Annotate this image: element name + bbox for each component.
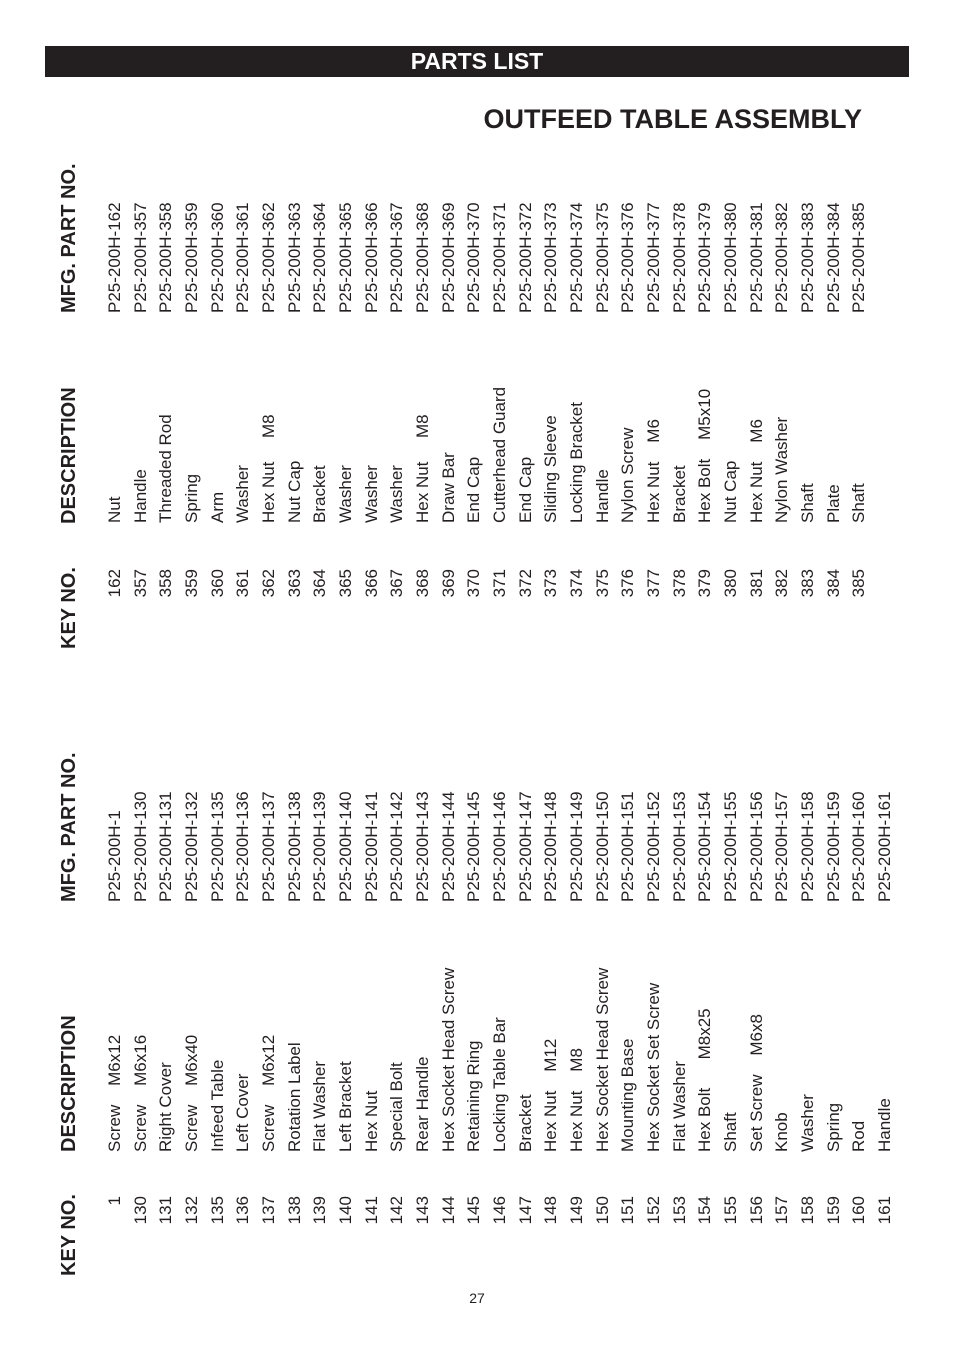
key-no-cell: 162 xyxy=(105,569,124,598)
key-no-cell: 156 xyxy=(747,1196,766,1225)
mfg-part-no-cell: P25-200H-145 xyxy=(464,791,483,902)
mfg-part-no-cell: P25-200H-160 xyxy=(849,791,868,902)
description-cell: Plate xyxy=(824,484,843,523)
mfg-part-no-cell: P25-200H-135 xyxy=(208,791,227,902)
key-no-cell: 149 xyxy=(567,1196,586,1225)
description-cell: Handle xyxy=(131,469,150,523)
key-no-cell: 151 xyxy=(618,1196,637,1225)
key-no-cell: 160 xyxy=(849,1196,868,1225)
mfg-part-no-cell: P25-200H-366 xyxy=(362,202,381,313)
description-cell: Handle xyxy=(875,1098,894,1152)
description-cell: Set Screw M6x8 xyxy=(747,1014,766,1152)
mfg-part-no-cell: P25-200H-361 xyxy=(233,202,252,313)
mfg-part-no-cell: P25-200H-383 xyxy=(798,202,817,313)
page-number: 27 xyxy=(469,1290,485,1306)
mfg-part-no-cell: P25-200H-378 xyxy=(670,202,689,313)
key-no-cell: 371 xyxy=(490,569,509,598)
section-title: OUTFEED TABLE ASSEMBLY xyxy=(483,104,862,134)
mfg-part-no-cell: P25-200H-147 xyxy=(516,791,535,902)
key-no-cell: 158 xyxy=(798,1196,817,1225)
description-cell: Infeed Table xyxy=(208,1059,227,1152)
left-description-header: DESCRIPTION xyxy=(58,1015,80,1152)
key-no-cell: 161 xyxy=(875,1196,894,1225)
key-no-cell: 135 xyxy=(208,1196,227,1225)
mfg-part-no-cell: P25-200H-359 xyxy=(182,202,201,313)
key-no-cell: 137 xyxy=(259,1196,278,1225)
description-cell: Bracket xyxy=(310,465,329,523)
key-no-cell: 362 xyxy=(259,569,278,598)
mfg-part-no-cell: P25-200H-380 xyxy=(721,202,740,313)
mfg-part-no-cell: P25-200H-362 xyxy=(259,202,278,313)
key-no-cell: 380 xyxy=(721,569,740,598)
description-cell: Hex Socket Head Screw xyxy=(439,967,458,1152)
mfg-part-no-cell: P25-200H-369 xyxy=(439,202,458,313)
mfg-part-no-cell: P25-200H-154 xyxy=(695,791,714,902)
description-cell: Knob xyxy=(772,1112,791,1152)
mfg-part-no-cell: P25-200H-370 xyxy=(464,202,483,313)
key-no-cell: 145 xyxy=(464,1196,483,1225)
key-no-cell: 360 xyxy=(208,569,227,598)
description-cell: Draw Bar xyxy=(439,452,458,523)
mfg-part-no-cell: P25-200H-144 xyxy=(439,791,458,902)
mfg-part-no-cell: P25-200H-368 xyxy=(413,202,432,313)
description-cell: Screw M6x40 xyxy=(182,1034,201,1152)
description-cell: Shaft xyxy=(849,483,868,523)
key-no-cell: 142 xyxy=(387,1196,406,1225)
key-no-cell: 152 xyxy=(644,1196,663,1225)
key-no-cell: 372 xyxy=(516,569,535,598)
description-cell: Hex Socket Set Screw xyxy=(644,982,663,1152)
left-mfg-part-no-header: MFG. PART NO. xyxy=(58,752,80,902)
key-no-cell: 370 xyxy=(464,569,483,598)
key-no-cell: 153 xyxy=(670,1196,689,1225)
mfg-part-no-cell: P25-200H-379 xyxy=(695,202,714,313)
mfg-part-no-cell: P25-200H-132 xyxy=(182,791,201,902)
mfg-part-no-cell: P25-200H-375 xyxy=(593,202,612,313)
mfg-part-no-cell: P25-200H-374 xyxy=(567,202,586,313)
description-cell: Arm xyxy=(208,491,227,523)
description-cell: Washer xyxy=(233,465,252,523)
mfg-part-no-cell: P25-200H-385 xyxy=(849,202,868,313)
key-no-cell: 147 xyxy=(516,1196,535,1225)
description-cell: Rear Handle xyxy=(413,1056,432,1152)
mfg-part-no-cell: P25-200H-142 xyxy=(387,791,406,902)
mfg-part-no-cell: P25-200H-141 xyxy=(362,791,381,902)
description-cell: Hex Nut M8 xyxy=(413,414,432,523)
description-cell: Bracket xyxy=(516,1094,535,1152)
key-no-cell: 379 xyxy=(695,569,714,598)
description-cell: Right Cover xyxy=(156,1062,175,1152)
key-no-cell: 385 xyxy=(849,569,868,598)
mfg-part-no-cell: P25-200H-150 xyxy=(593,791,612,902)
mfg-part-no-cell: P25-200H-162 xyxy=(105,202,124,313)
description-cell: Washer xyxy=(387,465,406,523)
key-no-cell: 154 xyxy=(695,1196,714,1225)
right-key-no-header: KEY NO. xyxy=(58,567,80,649)
description-cell: Threaded Rod xyxy=(156,414,175,523)
description-cell: Hex Bolt M5x10 xyxy=(695,388,714,523)
key-no-cell: 144 xyxy=(439,1196,458,1225)
description-cell: Hex Nut M6 xyxy=(747,419,766,523)
mfg-part-no-cell: P25-200H-146 xyxy=(490,791,509,902)
description-cell: Locking Table Bar xyxy=(490,1017,509,1152)
key-no-cell: 364 xyxy=(310,569,329,598)
key-no-cell: 382 xyxy=(772,569,791,598)
description-cell: Bracket xyxy=(670,465,689,523)
description-cell: Flat Washer xyxy=(310,1060,329,1152)
mfg-part-no-cell: P25-200H-157 xyxy=(772,791,791,902)
description-cell: Hex Nut M6 xyxy=(644,419,663,523)
description-cell: Mounting Base xyxy=(618,1038,637,1152)
key-no-cell: 359 xyxy=(182,569,201,598)
mfg-part-no-cell: P25-200H-149 xyxy=(567,791,586,902)
description-cell: Special Bolt xyxy=(387,1062,406,1152)
description-cell: Shaft xyxy=(798,483,817,523)
description-cell: Spring xyxy=(182,473,201,523)
description-cell: Sliding Sleeve xyxy=(541,415,560,523)
description-cell: Washer xyxy=(798,1094,817,1152)
right-description-header: DESCRIPTION xyxy=(58,387,80,524)
key-no-cell: 369 xyxy=(439,569,458,598)
description-cell: Locking Bracket xyxy=(567,402,586,523)
mfg-part-no-cell: P25-200H-138 xyxy=(285,791,304,902)
key-no-cell: 368 xyxy=(413,569,432,598)
key-no-cell: 361 xyxy=(233,569,252,598)
mfg-part-no-cell: P25-200H-364 xyxy=(310,202,329,313)
description-cell: Screw M6x12 xyxy=(259,1034,278,1152)
mfg-part-no-cell: P25-200H-137 xyxy=(259,791,278,902)
description-cell: Handle xyxy=(593,469,612,523)
mfg-part-no-cell: P25-200H-151 xyxy=(618,791,637,902)
key-no-cell: 155 xyxy=(721,1196,740,1225)
key-no-cell: 357 xyxy=(131,569,150,598)
description-cell: Washer xyxy=(362,465,381,523)
mfg-part-no-cell: P25-200H-139 xyxy=(310,791,329,902)
key-no-cell: 159 xyxy=(824,1196,843,1225)
mfg-part-no-cell: P25-200H-156 xyxy=(747,791,766,902)
description-cell: Screw M6x16 xyxy=(131,1034,150,1152)
description-cell: End Cap xyxy=(516,456,535,523)
mfg-part-no-cell: P25-200H-372 xyxy=(516,202,535,313)
description-cell: Nut xyxy=(105,496,124,523)
mfg-part-no-cell: P25-200H-148 xyxy=(541,791,560,902)
description-cell: Rod xyxy=(849,1120,868,1152)
key-no-cell: 377 xyxy=(644,569,663,598)
description-cell: Cutterhead Guard xyxy=(490,386,509,523)
description-cell: Left Bracket xyxy=(336,1061,355,1152)
key-no-cell: 146 xyxy=(490,1196,509,1225)
description-cell: Nylon Screw xyxy=(618,427,637,523)
right-mfg-part-no-header: MFG. PART NO. xyxy=(58,163,80,313)
mfg-part-no-cell: P25-200H-376 xyxy=(618,202,637,313)
description-cell: Hex Bolt M8x25 xyxy=(695,1008,714,1152)
description-cell: Shaft xyxy=(721,1112,740,1152)
description-cell: Left Cover xyxy=(233,1073,252,1152)
key-no-cell: 140 xyxy=(336,1196,355,1225)
key-no-cell: 143 xyxy=(413,1196,432,1225)
description-cell: Retaining Ring xyxy=(464,1040,483,1152)
key-no-cell: 363 xyxy=(285,569,304,598)
key-no-cell: 141 xyxy=(362,1196,381,1225)
mfg-part-no-cell: P25-200H-161 xyxy=(875,791,894,902)
description-cell: Hex Socket Head Screw xyxy=(593,967,612,1152)
mfg-part-no-cell: P25-200H-365 xyxy=(336,202,355,313)
key-no-cell: 384 xyxy=(824,569,843,598)
mfg-part-no-cell: P25-200H-360 xyxy=(208,202,227,313)
key-no-cell: 1 xyxy=(105,1196,124,1206)
mfg-part-no-cell: P25-200H-1 xyxy=(105,810,124,902)
key-no-cell: 366 xyxy=(362,569,381,598)
description-cell: Nylon Washer xyxy=(772,416,791,523)
mfg-part-no-cell: P25-200H-367 xyxy=(387,202,406,313)
mfg-part-no-cell: P25-200H-357 xyxy=(131,202,150,313)
key-no-cell: 132 xyxy=(182,1196,201,1225)
description-cell: Hex Nut M12 xyxy=(541,1038,560,1152)
key-no-cell: 150 xyxy=(593,1196,612,1225)
mfg-part-no-cell: P25-200H-159 xyxy=(824,791,843,902)
key-no-cell: 138 xyxy=(285,1196,304,1225)
description-cell: Rotation Label xyxy=(285,1042,304,1152)
description-cell: Hex Nut xyxy=(362,1090,381,1152)
mfg-part-no-cell: P25-200H-381 xyxy=(747,202,766,313)
description-cell: Hex Nut M8 xyxy=(567,1048,586,1152)
description-cell: Nut Cap xyxy=(721,460,740,523)
description-cell: Spring xyxy=(824,1102,843,1152)
key-no-cell: 131 xyxy=(156,1196,175,1225)
mfg-part-no-cell: P25-200H-371 xyxy=(490,202,509,313)
mfg-part-no-cell: P25-200H-136 xyxy=(233,791,252,902)
mfg-part-no-cell: P25-200H-158 xyxy=(798,791,817,902)
mfg-part-no-cell: P25-200H-384 xyxy=(824,202,843,313)
key-no-cell: 367 xyxy=(387,569,406,598)
key-no-cell: 383 xyxy=(798,569,817,598)
key-no-cell: 148 xyxy=(541,1196,560,1225)
mfg-part-no-cell: P25-200H-358 xyxy=(156,202,175,313)
description-cell: Screw M6x12 xyxy=(105,1034,124,1152)
key-no-cell: 374 xyxy=(567,569,586,598)
mfg-part-no-cell: P25-200H-140 xyxy=(336,791,355,902)
left-key-no-header: KEY NO. xyxy=(58,1194,80,1276)
key-no-cell: 139 xyxy=(310,1196,329,1225)
mfg-part-no-cell: P25-200H-382 xyxy=(772,202,791,313)
mfg-part-no-cell: P25-200H-155 xyxy=(721,791,740,902)
mfg-part-no-cell: P25-200H-130 xyxy=(131,791,150,902)
mfg-part-no-cell: P25-200H-131 xyxy=(156,791,175,902)
parts-list-banner: PARTS LIST xyxy=(45,46,909,77)
key-no-cell: 157 xyxy=(772,1196,791,1225)
mfg-part-no-cell: P25-200H-143 xyxy=(413,791,432,902)
mfg-part-no-cell: P25-200H-373 xyxy=(541,202,560,313)
key-no-cell: 136 xyxy=(233,1196,252,1225)
mfg-part-no-cell: P25-200H-377 xyxy=(644,202,663,313)
key-no-cell: 130 xyxy=(131,1196,150,1225)
mfg-part-no-cell: P25-200H-152 xyxy=(644,791,663,902)
key-no-cell: 376 xyxy=(618,569,637,598)
mfg-part-no-cell: P25-200H-153 xyxy=(670,791,689,902)
description-cell: Flat Washer xyxy=(670,1060,689,1152)
key-no-cell: 375 xyxy=(593,569,612,598)
description-cell: Nut Cap xyxy=(285,460,304,523)
mfg-part-no-cell: P25-200H-363 xyxy=(285,202,304,313)
key-no-cell: 365 xyxy=(336,569,355,598)
key-no-cell: 381 xyxy=(747,569,766,598)
key-no-cell: 373 xyxy=(541,569,560,598)
description-cell: End Cap xyxy=(464,456,483,523)
description-cell: Washer xyxy=(336,465,355,523)
description-cell: Hex Nut M8 xyxy=(259,414,278,523)
key-no-cell: 378 xyxy=(670,569,689,598)
key-no-cell: 358 xyxy=(156,569,175,598)
